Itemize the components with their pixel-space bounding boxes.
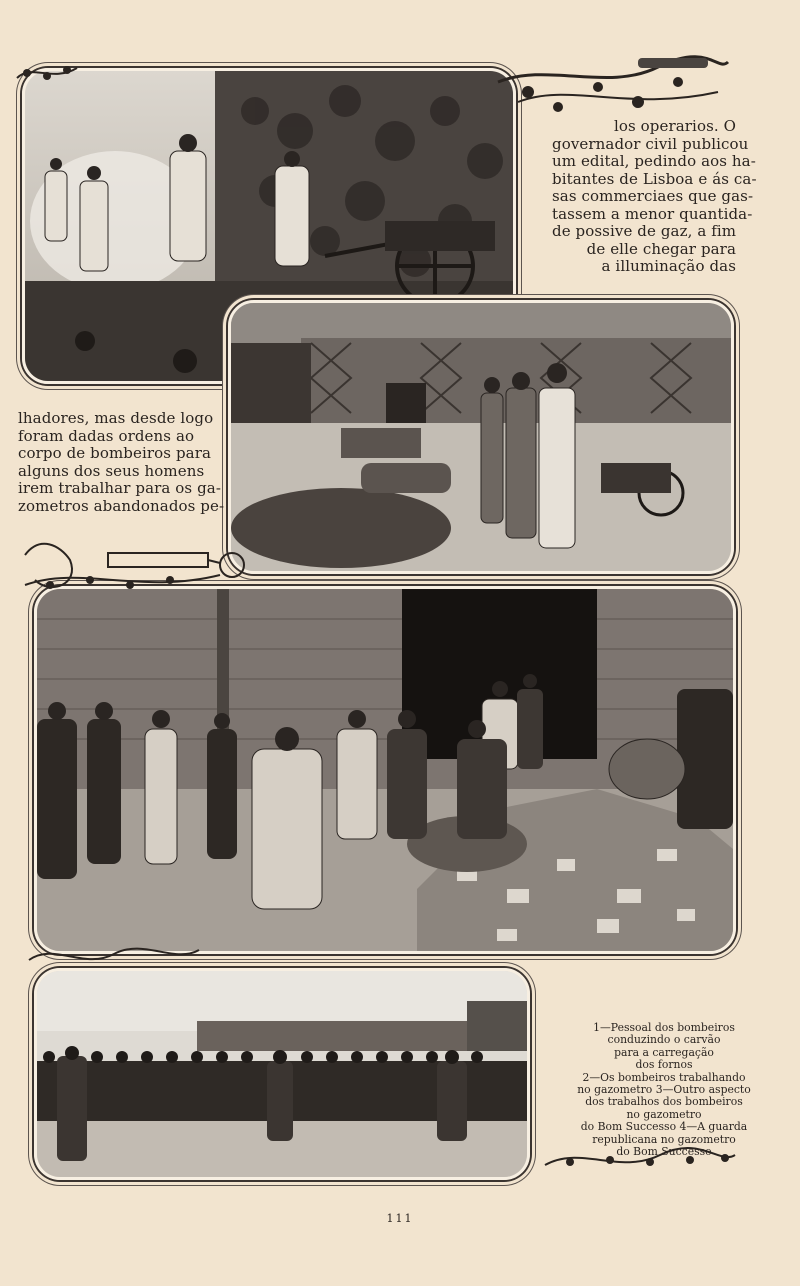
photo-3-firemen-shovelling <box>34 586 736 954</box>
caption-line: do Bom Successo <box>616 1145 712 1159</box>
text-line: a illuminação das <box>601 257 736 275</box>
text-line: zometros abandonados pe- <box>18 496 225 515</box>
article-text-top-right <box>552 117 757 276</box>
text-line: um edital, pedindo aos ha- <box>552 152 756 170</box>
text-line: tassem a menor quantida- <box>552 204 753 223</box>
text-line: sas commerciaes que gas- <box>552 187 754 205</box>
caption-line: conduzindo o carvão <box>607 1033 721 1047</box>
article-text-middle-left <box>18 409 225 515</box>
caption-line: 2—Os bombeiros trabalhando <box>582 1070 746 1084</box>
photo-3-image <box>37 589 733 951</box>
caption-line: dos fornos <box>635 1058 693 1072</box>
page-number: 111 <box>386 1212 414 1225</box>
text-line: foram dadas ordens ao <box>18 426 195 445</box>
photo-captions <box>566 1022 762 1158</box>
text-line: los operarios. O <box>613 117 736 135</box>
photo-4-image <box>37 971 527 1177</box>
text-line: bitantes de Lisboa e ás ca- <box>552 169 757 188</box>
text-line: governador civil publicou <box>552 134 749 153</box>
ornament-middle-left-wheelbarrow <box>20 525 250 615</box>
caption-line: dos trabalhos dos bombeiros <box>585 1095 743 1109</box>
text-line: de possive de gaz, a fim <box>552 222 737 240</box>
text-line: de elle chegar para <box>586 239 736 258</box>
text-line: lhadores, mas desde logo <box>18 409 214 427</box>
photo-2-image <box>231 303 731 571</box>
caption-line: para a carregação <box>614 1045 714 1059</box>
text-line: irem trabalhar para os ga- <box>18 479 221 497</box>
caption-line: do Bom Successo 4—A guarda <box>580 1120 748 1134</box>
caption-line: republicana no gazometro <box>592 1132 736 1146</box>
caption-line: no gazometro 3—Outro aspecto <box>577 1083 751 1097</box>
caption-line: 1—Pessoal dos bombeiros <box>593 1021 735 1034</box>
photo-2-firemen-at-gasworks <box>228 300 734 574</box>
photo-4-republican-guard <box>34 968 530 1180</box>
ornament-top-left <box>12 58 82 88</box>
ornament-bottom-left-swirl <box>24 940 204 974</box>
text-line: alguns dos seus homens <box>18 461 205 480</box>
text-line: corpo de bombeiros para <box>18 444 212 462</box>
caption-line: no gazometro <box>626 1107 702 1121</box>
